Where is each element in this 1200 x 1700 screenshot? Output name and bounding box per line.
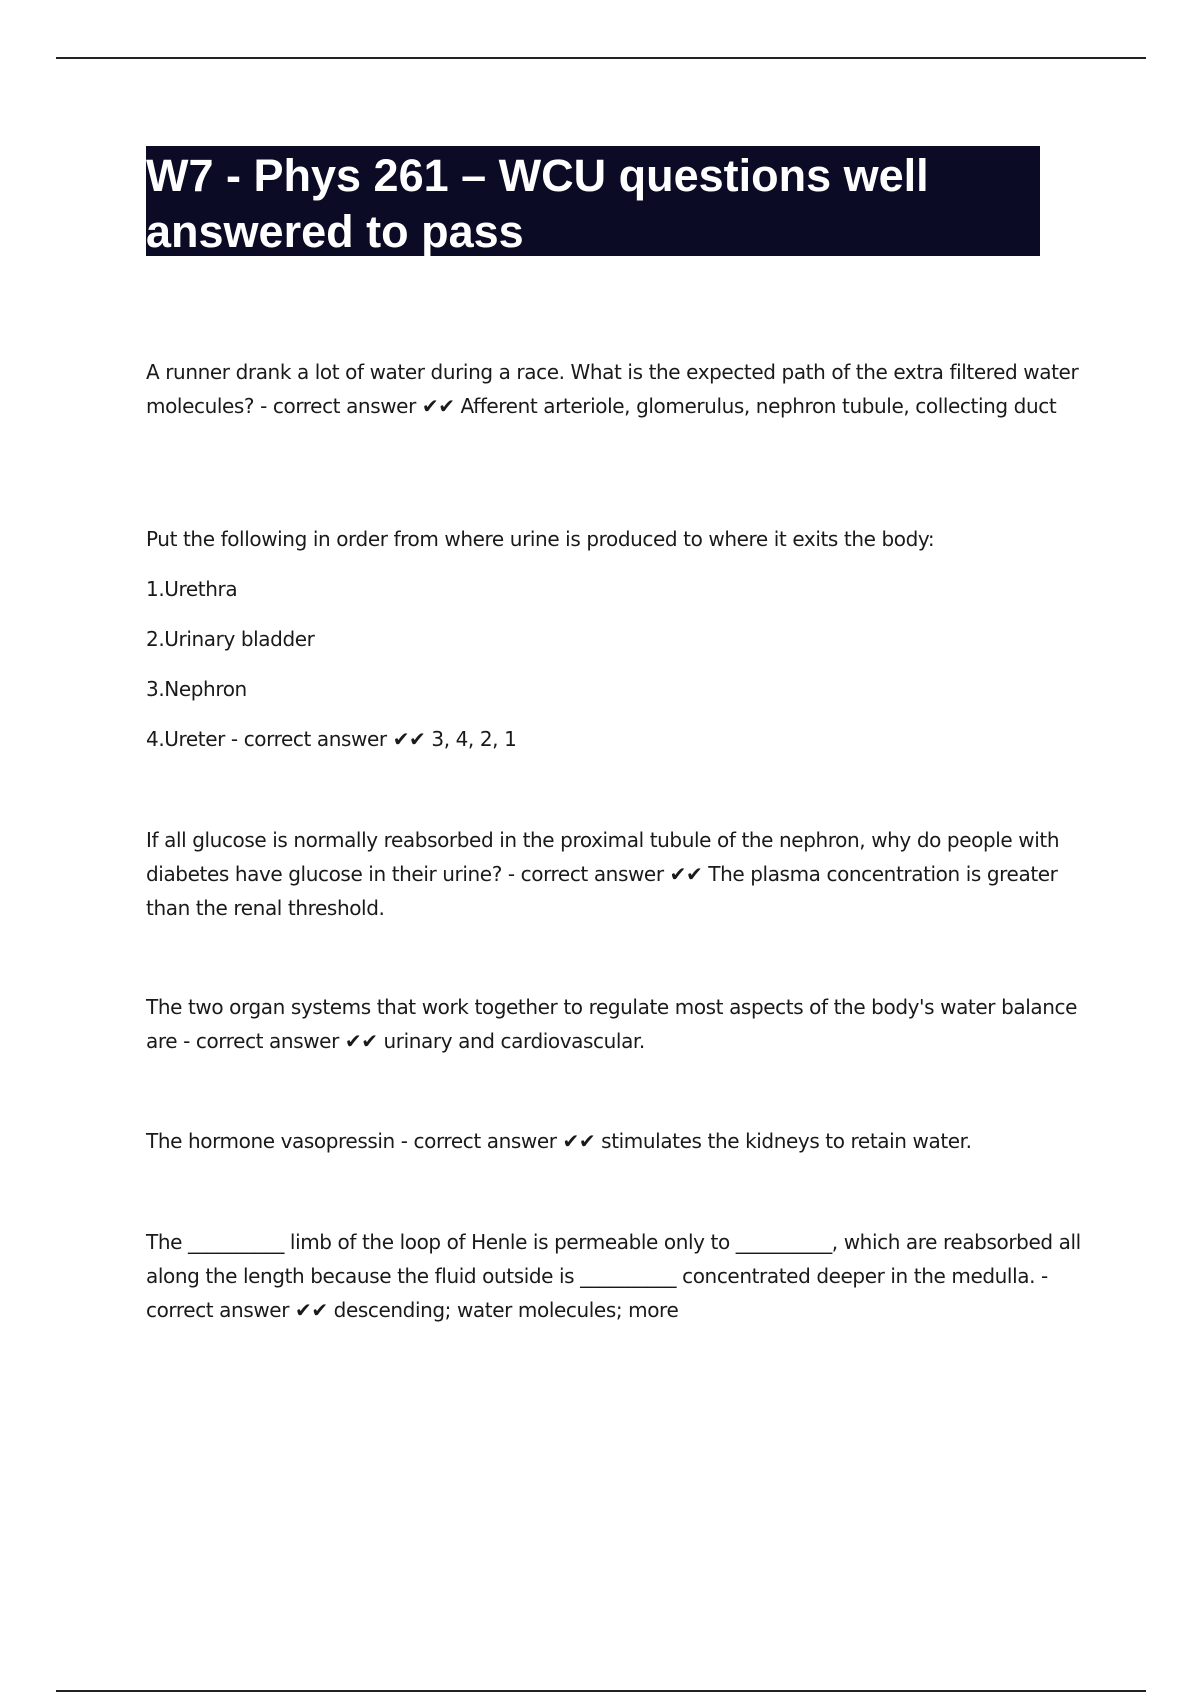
question-3 bbox=[146, 823, 1096, 925]
question-5 bbox=[146, 1124, 1096, 1158]
question-5-text: The hormone vasopressin - correct answer ✔✔ stimulates the kidneys to retain water. bbox=[146, 1129, 972, 1153]
question-2-item-3: 3.Nephron bbox=[146, 677, 247, 701]
question-1-text: A runner drank a lot of water during a race. What is the expected path of the extra filtered water molecules? - correct answer ✔✔ Afferent arteriole, glomerulus, nephron tubule, collecting duct bbox=[146, 360, 1079, 418]
question-2-lead: Put the following in order from where urine is produced to where it exits the body: bbox=[146, 527, 935, 551]
question-2-item-2: 2.Urinary bladder bbox=[146, 627, 315, 651]
question-2 bbox=[146, 522, 1096, 756]
bottom-rule bbox=[56, 1690, 1146, 1692]
question-6-text: The __________ limb of the loop of Henle is permeable only to __________, which are reabsorbed all along the length because the fluid outside is __________ concentrated deeper in the medulla. - correct answer ✔✔ descending; water molecules; more bbox=[146, 1230, 1081, 1322]
question-4 bbox=[146, 990, 1096, 1058]
document-title: W7 - Phys 261 – WCU questions well answered to pass bbox=[146, 150, 929, 257]
top-rule bbox=[56, 57, 1146, 59]
question-3-text: If all glucose is normally reabsorbed in the proximal tubule of the nephron, why do people with diabetes have glucose in their urine? - correct answer ✔✔ The plasma concentration is greater than the renal threshold. bbox=[146, 828, 1060, 920]
question-2-item-1: 1.Urethra bbox=[146, 577, 238, 601]
question-1 bbox=[146, 355, 1096, 423]
question-6 bbox=[146, 1225, 1096, 1327]
title-banner bbox=[146, 146, 1040, 256]
question-2-item-4: 4.Ureter - correct answer ✔✔ 3, 4, 2, 1 bbox=[146, 727, 517, 751]
question-4-text: The two organ systems that work together to regulate most aspects of the body's water balance are - correct answer ✔✔ urinary and cardiovascular. bbox=[146, 995, 1078, 1053]
